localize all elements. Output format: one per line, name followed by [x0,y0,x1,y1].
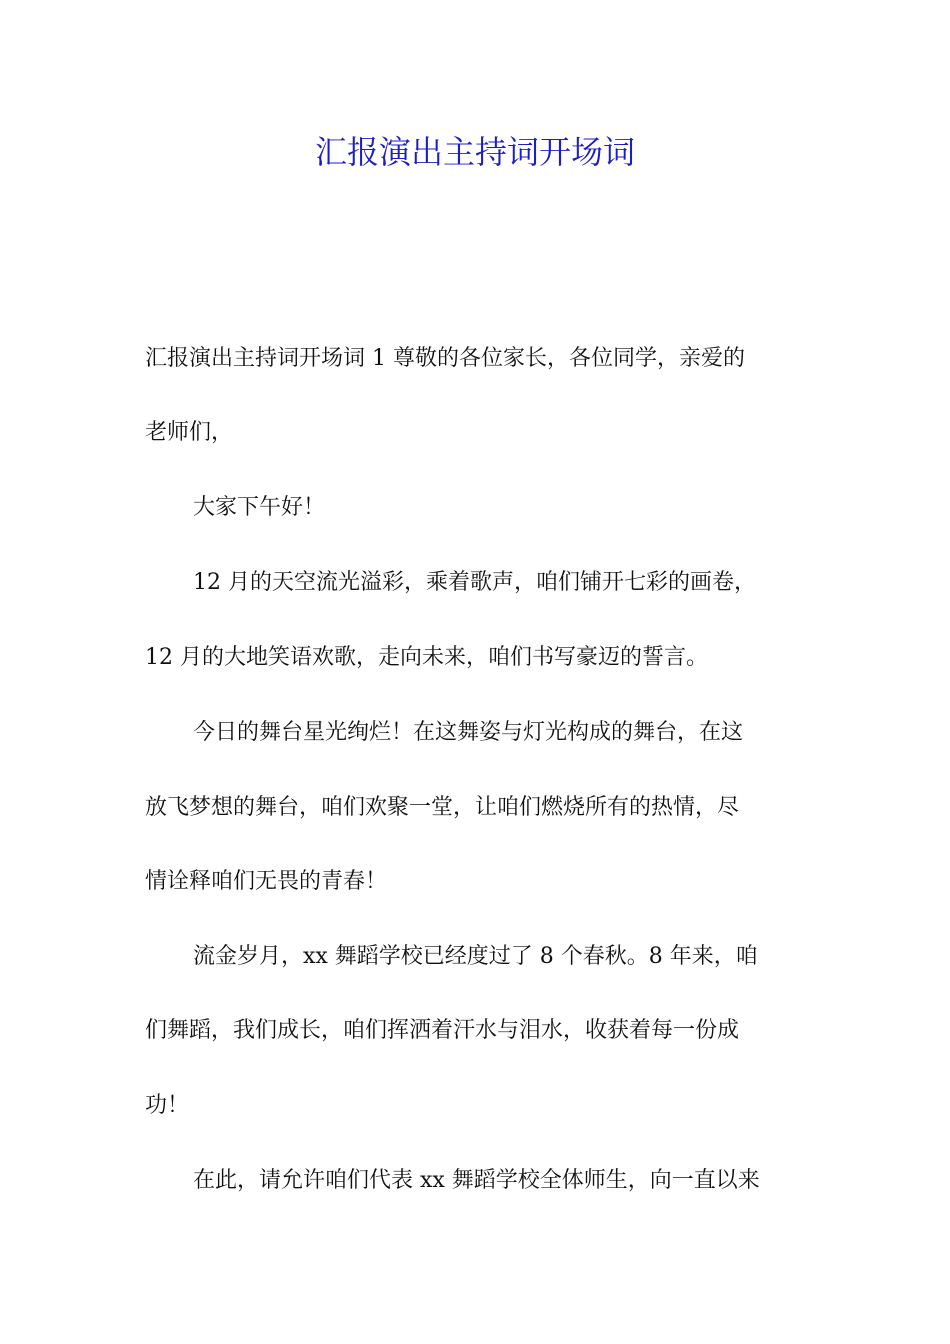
body-line-4: 12 月的天空流光溢彩，乘着歌声，咱们铺开七彩的画卷， [193,570,756,595]
body-line-10: 们舞蹈，我们成长，咱们挥洒着汗水与泪水，收获着每一份成 [145,1018,740,1043]
body-line-7: 放飞梦想的舞台，咱们欢聚一堂，让咱们燃烧所有的热情，尽 [145,795,740,820]
body-line-1: 汇报演出主持词开场词 1 尊敬的各位家长，各位同学，亲爱的 [145,346,745,371]
body-line-11: 功！ [145,1093,190,1118]
body-line-12: 在此，请允许咱们代表 xx 舞蹈学校全体师生，向一直以来 [193,1168,760,1193]
body-line-6: 今日的舞台星光绚烂！在这舞姿与灯光构成的舞台，在这 [193,720,744,745]
body-line-5: 12 月的大地笑语欢歌，走向未来，咱们书写豪迈的誓言。 [145,645,708,670]
body-line-3: 大家下午好！ [193,495,326,520]
body-line-2: 老师们， [145,420,234,445]
document-title: 汇报演出主持词开场词 [314,133,635,171]
body-line-8: 情诠释咱们无畏的青春！ [145,869,388,894]
body-line-9: 流金岁月，xx 舞蹈学校已经度过了 8 个春秋。8 年来，咱 [193,944,758,969]
